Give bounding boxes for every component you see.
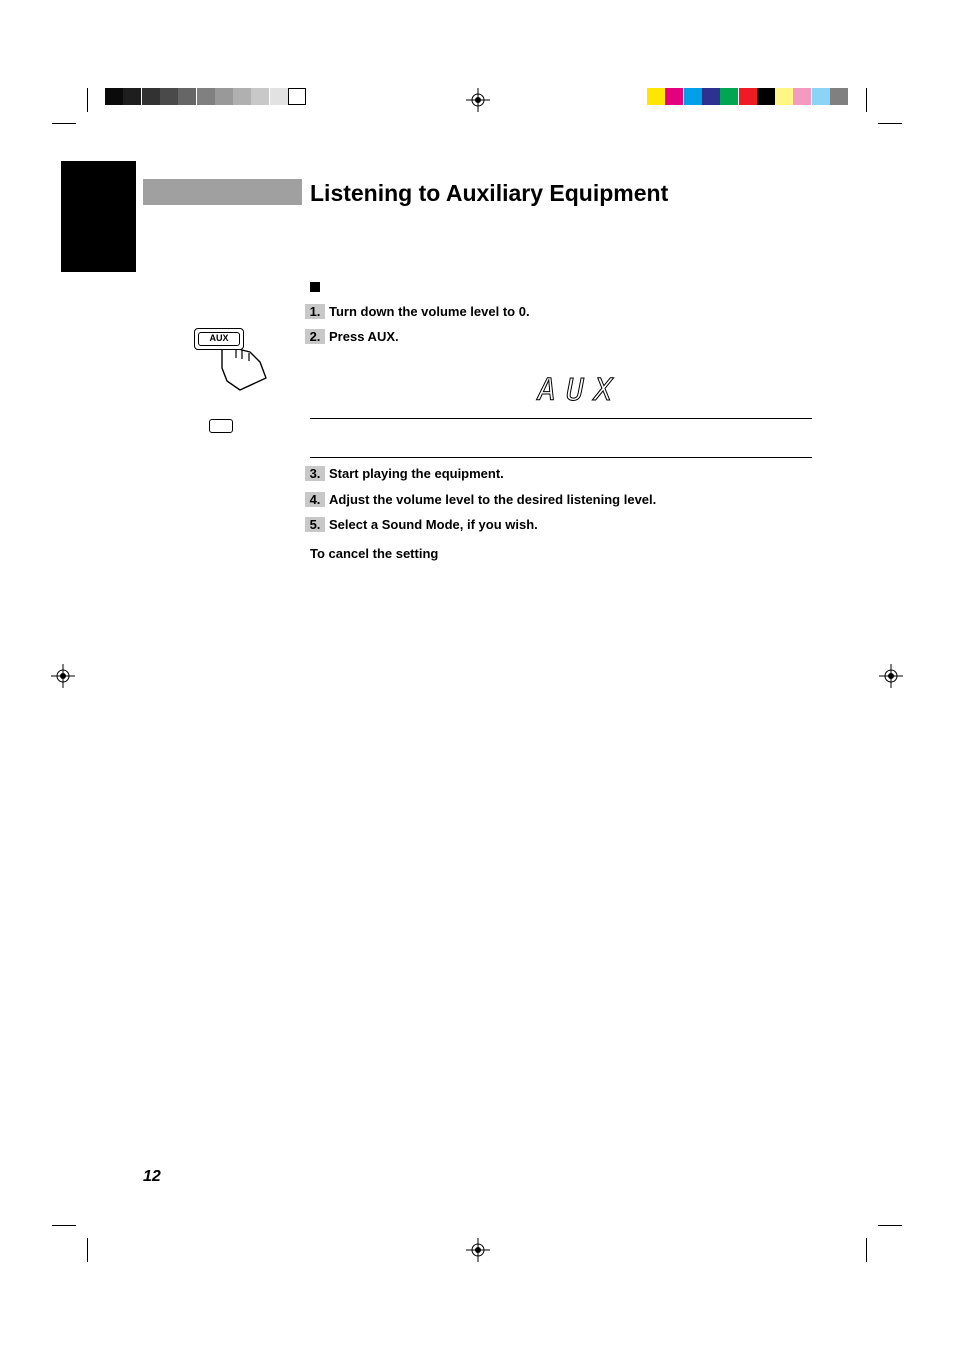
- section-bullet: [310, 282, 320, 292]
- crop-mark: [52, 1225, 76, 1226]
- calibration-swatch: [105, 88, 123, 105]
- calibration-swatch: [702, 88, 720, 105]
- calibration-swatch: [270, 88, 288, 105]
- calibration-swatch: [812, 88, 830, 105]
- crop-mark: [866, 88, 867, 112]
- registration-mark-icon: [466, 1238, 490, 1262]
- calibration-swatch: [142, 88, 160, 105]
- aux-button-illustration: [192, 326, 270, 394]
- calibration-swatch: [288, 88, 306, 105]
- aux-button-label: AUX: [209, 333, 229, 343]
- step-number: 2.: [305, 329, 325, 344]
- calibration-swatch: [160, 88, 178, 105]
- step-text: Select a Sound Mode, if you wish.: [329, 517, 538, 532]
- step-number: 4.: [305, 492, 325, 507]
- divider: [310, 457, 812, 458]
- calibration-swatch: [665, 88, 683, 105]
- calibration-swatch: [720, 88, 738, 105]
- calibration-swatch: [684, 88, 702, 105]
- crop-mark: [878, 1225, 902, 1226]
- crop-mark: [87, 88, 88, 112]
- step-number: 5.: [305, 517, 325, 532]
- calibration-swatch: [197, 88, 215, 105]
- step-text: Adjust the volume level to the desired listening level.: [329, 492, 657, 507]
- crop-mark: [87, 1238, 88, 1262]
- registration-mark-icon: [466, 88, 490, 112]
- calibration-swatch: [757, 88, 775, 105]
- step-number: 1.: [305, 304, 325, 319]
- display-readout: [538, 373, 623, 408]
- registration-mark-icon: [51, 664, 75, 688]
- divider: [310, 418, 812, 419]
- display-text: AUX: [538, 373, 623, 408]
- title-bar: [143, 179, 302, 205]
- crop-mark: [52, 123, 76, 124]
- calibration-swatch: [830, 88, 848, 105]
- step-number: 3.: [305, 466, 325, 481]
- aux-button: [194, 328, 244, 350]
- page-title: Listening to Auxiliary Equipment: [310, 180, 669, 206]
- crop-mark: [878, 123, 902, 124]
- section-tab: [61, 161, 136, 272]
- calibration-swatch: [178, 88, 196, 105]
- calibration-swatch: [739, 88, 757, 105]
- step-text: Turn down the volume level to 0.: [329, 304, 530, 319]
- small-button-icon: [209, 419, 233, 433]
- registration-mark-icon: [879, 664, 903, 688]
- crop-mark: [866, 1238, 867, 1262]
- calibration-swatch: [215, 88, 233, 105]
- page-number: 12: [143, 1168, 161, 1185]
- calibration-swatch: [793, 88, 811, 105]
- calibration-swatch: [775, 88, 793, 105]
- calibration-swatch: [647, 88, 665, 105]
- cancel-heading: To cancel the setting: [310, 546, 439, 561]
- step-text: Press AUX.: [329, 329, 399, 344]
- calibration-swatch: [251, 88, 269, 105]
- calibration-swatch: [123, 88, 141, 105]
- calibration-swatch: [233, 88, 251, 105]
- step-text: Start playing the equipment.: [329, 466, 504, 481]
